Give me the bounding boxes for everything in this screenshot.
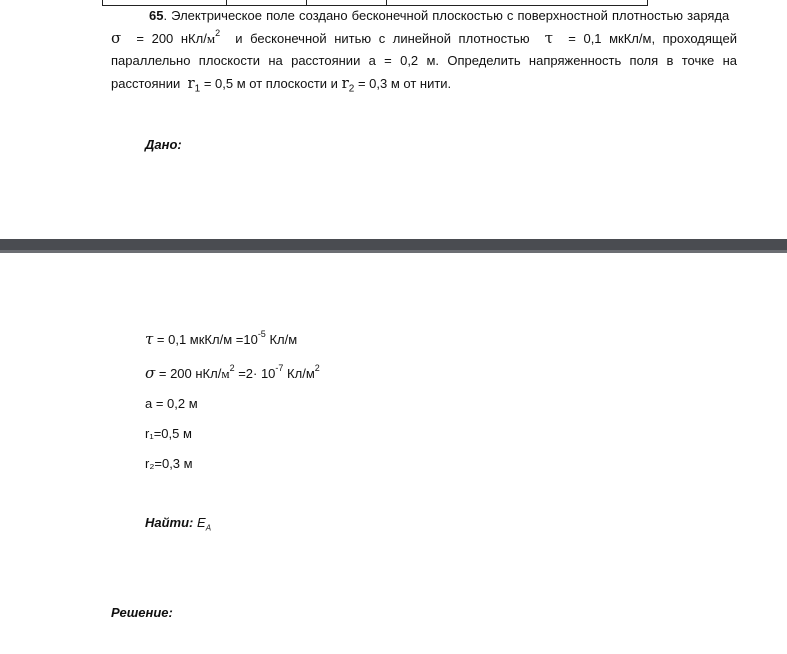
sigma-symbol: σ [111, 29, 122, 47]
given-r2: r₂=0,3 м [145, 456, 193, 471]
given-sigma: σ = 200 нКл/$м^2 =2\cdot 10^{-7}$ $Кл/м^2$ [145, 362, 320, 382]
page-divider [0, 239, 787, 253]
r2-symbol: r [341, 74, 349, 92]
given-r1: r₁=0,5 м [145, 426, 192, 441]
given-heading: Дано: [145, 137, 182, 152]
find-value: $E_A$ [197, 515, 212, 533]
problem-statement: 65. Электрическое поле создано бесконечной плоскостью с поверхностной плотностью заряда σ = 200 нКл/$м^2$ и бесконечной нитью с линейной плотностью τ = 0,1 мкКл/м, проходящей параллельно плоскости на расстоянии a = 0,2 м. Определить напряженность поля в точке на расстоянии $r_1 = 0,5$ м от плоскости и $r_2 = 0,3$ м от нити. [111, 8, 737, 95]
find-heading: Найти: [145, 515, 194, 530]
r1-symbol: r [187, 74, 195, 92]
given-a: a = 0,2 м [145, 396, 198, 411]
tau-symbol: τ [544, 29, 554, 47]
problem-number: 65 [149, 8, 164, 23]
solution-heading: Решение: [111, 605, 173, 620]
given-tau: τ = 0,1 мкКл/м $=10^{-5}$ Кл/м [145, 328, 298, 348]
find-line [145, 515, 212, 533]
